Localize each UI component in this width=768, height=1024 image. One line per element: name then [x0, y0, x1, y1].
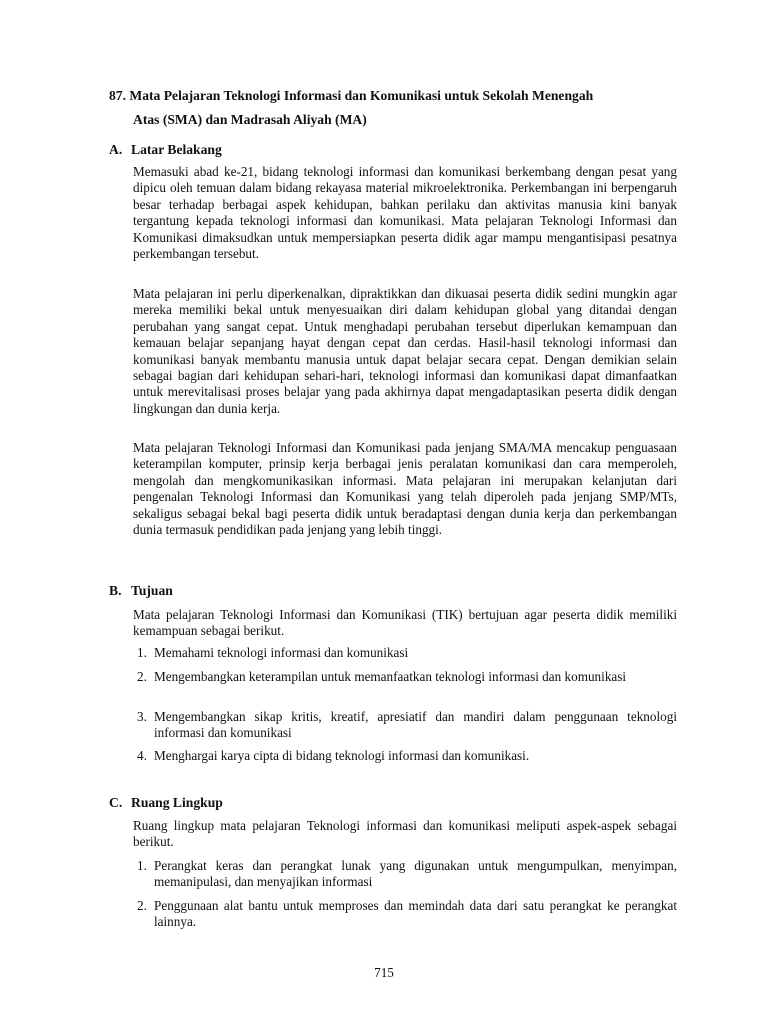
- list-item: [133, 669, 677, 685]
- list-item: [133, 858, 677, 891]
- list-item-number: 2.: [137, 669, 147, 684]
- section-a-letter: A.: [109, 142, 123, 157]
- list-item-number: 2.: [137, 898, 147, 913]
- section-c-heading: [109, 795, 223, 811]
- list-item-number: 4.: [137, 748, 147, 763]
- section-a-paragraph-1: Memasuki abad ke-21, bidang teknologi informasi dan komunikasi berkembang dengan pesat yang dipicu oleh temuan dalam bidang rekayasa material mikroelektronika. Perkembangan ini berpengaruh besar terhadap berbagai aspek kehidupan, bahkan perilaku dan aktivitas manusia kini banyak tergantung kepada teknologi informasi dan komunikasi. Mata pelajaran Teknologi Informasi dan Komunikasi dimaksudkan untuk mempersiapkan peserta didik agar mampu mengantisipasi pesatnya perkembangan tersebut.: [133, 164, 677, 262]
- list-item-text: Mengembangkan sikap kritis, kreatif, apresiatif dan mandiri dalam penggunaan teknologi informasi dan komunikasi: [154, 709, 677, 741]
- list-item: [133, 898, 677, 931]
- list-item-text: Menghargai karya cipta di bidang teknologi informasi dan komunikasi.: [154, 748, 530, 763]
- list-item: [133, 645, 677, 661]
- section-b-intro: Mata pelajaran Teknologi Informasi dan Komunikasi (TIK) bertujuan agar peserta didik memiliki kemampuan sebagai berikut.: [133, 607, 677, 639]
- list-item-number: 1.: [137, 858, 147, 873]
- list-item-text: Penggunaan alat bantu untuk memproses dan memindah data dari satu perangkat ke perangkat lainnya.: [154, 898, 677, 930]
- section-a-paragraph-3: Mata pelajaran Teknologi Informasi dan Komunikasi pada jenjang SMA/MA mencakup penguasaan keterampilan komputer, prinsip kerja berbagai jenis peralatan komunikasi dan cara memperoleh, mengolah dan mengkomunikasikan informasi. Mata pelajaran ini merupakan kelanjutan dari pengenalan Teknologi Informasi dan Komunikasi yang telah diperoleh pada jenjang SMP/MTs, sekaligus sebagai bekal bagi peserta didik untuk beradaptasi dengan dunia kerja dan perkembangan dunia termasuk pendidikan pada jenjang yang lebih tinggi.: [133, 440, 677, 538]
- section-b-letter: B.: [109, 583, 122, 598]
- list-item-text: Perangkat keras dan perangkat lunak yang digunakan untuk mengumpulkan, menyimpan, memanipulasi, dan menyajikan informasi: [154, 858, 677, 890]
- section-a-title: Latar Belakang: [131, 142, 222, 157]
- list-item: [133, 748, 677, 764]
- document-title-line-2: Atas (SMA) dan Madrasah Aliyah (MA): [133, 112, 367, 127]
- section-c-intro: Ruang lingkup mata pelajaran Teknologi informasi dan komunikasi meliputi aspek-aspek sebagai berikut.: [133, 818, 677, 850]
- document-title-line-1: 87. Mata Pelajaran Teknologi Informasi dan Komunikasi untuk Sekolah Menengah: [109, 88, 594, 103]
- list-item-text: Memahami teknologi informasi dan komunikasi: [154, 645, 409, 660]
- section-c-letter: C.: [109, 795, 123, 810]
- page-number: 715: [374, 965, 394, 980]
- section-b-title: Tujuan: [131, 583, 173, 598]
- section-c-title: Ruang Lingkup: [131, 795, 223, 810]
- section-a-heading: [109, 142, 222, 158]
- list-item-number: 3.: [137, 709, 147, 724]
- list-item-number: 1.: [137, 645, 147, 660]
- section-a-paragraph-2: Mata pelajaran ini perlu diperkenalkan, dipraktikkan dan dikuasai peserta didik sedini mungkin agar mereka memiliki bekal untuk menyesuaikan diri dalam kehidupan global yang ditandai dengan perubahan yang sangat cepat. Untuk menghadapi perubahan tersebut diperlukan kemampuan dan kemauan belajar sepanjang hayat dengan cepat dan cerdas. Hasil-hasil teknologi informasi dan komunikasi banyak membantu manusia untuk dapat belajar secara cepat. Dengan demikian selain sebagai bagian dari kehidupan sehari-hari, teknologi informasi dan komunikasi dapat dimanfaatkan untuk merevitalisasi proses belajar yang pada akhirnya dapat mengadaptasikan peserta didik dengan lingkungan dan dunia kerja.: [133, 286, 677, 416]
- list-item: [133, 709, 677, 742]
- section-b-heading: [109, 583, 173, 599]
- list-item-text: Mengembangkan keterampilan untuk memanfaatkan teknologi informasi dan komunikasi: [154, 669, 627, 684]
